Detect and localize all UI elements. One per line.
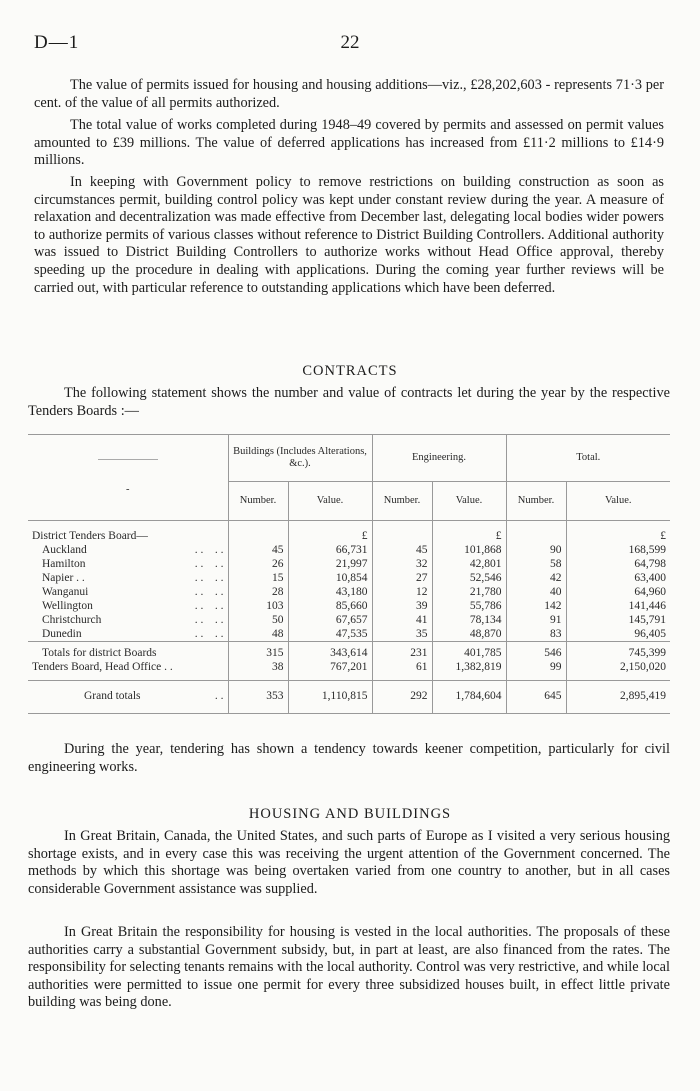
col-header-value: Value. (566, 482, 670, 521)
col-header-value: Value. (432, 482, 506, 521)
cell-engineering-number: 292 (372, 681, 432, 714)
cell-buildings-value: 343,614 (288, 642, 372, 661)
row-label: Auckland . . . . (42, 544, 224, 556)
cell-total-value: 64,960 (566, 585, 670, 599)
currency-symbol: £ (566, 521, 670, 544)
table-row (28, 521, 670, 544)
paragraph-tendering: During the year, tendering has shown a tendency towards keener competition, particularly for civil engineering works. (28, 741, 670, 775)
row-label: Grand totals . . (28, 681, 228, 714)
cell-engineering-value: 401,785 (432, 642, 506, 661)
contracts-table (28, 434, 670, 714)
page-number: 22 (340, 32, 360, 53)
row-label: Tenders Board, Head Office . . (32, 661, 173, 673)
cell-total-number: 90 (506, 543, 566, 557)
cell-buildings-value: 66,731 (288, 543, 372, 557)
cell-engineering-value: 52,546 (432, 571, 506, 585)
paragraph-contracts-intro: The following statement shows the number and value of contracts let during the year by the respective Tenders Boards :— (28, 385, 670, 419)
col-header-number: Number. (228, 482, 288, 521)
cell-buildings-number: 28 (228, 585, 288, 599)
cell-engineering-number: 39 (372, 599, 432, 613)
cell-buildings-value: 1,110,815 (288, 681, 372, 714)
contracts-heading: CONTRACTS (302, 363, 398, 379)
table-row (28, 557, 670, 571)
cell-engineering-number: 61 (372, 660, 432, 681)
cell-buildings-number: 38 (228, 660, 288, 681)
cell-buildings-value: 47,535 (288, 627, 372, 642)
cell-total-number: 645 (506, 681, 566, 714)
cell-engineering-value: 1,382,819 (432, 660, 506, 681)
cell-engineering-value: 101,868 (432, 543, 506, 557)
cell-buildings-value: 43,180 (288, 585, 372, 599)
paragraph-housing-shortage: In Great Britain, Canada, the United States, and such parts of Europe as I visited a very serious housing shortage exists, and in every case this was receiving the urgent attention of the Government concerned. The methods by which this shortage was being overtaken varied from one country to another, but in all cases considerable Government assistance was supplied. (28, 828, 670, 897)
row-label: Totals for district Boards (28, 642, 228, 661)
table-row-grand-totals (28, 681, 670, 714)
paragraph-works-completed: The total value of works completed during 1948–49 covered by permits and assessed on permit values amounted to £39 millions. The value of deferred applications has increased from £11·2 millions to £14·9 millions. (34, 117, 664, 169)
cell-total-number: 91 (506, 613, 566, 627)
stub-header: - (28, 435, 228, 521)
district-rows (28, 543, 670, 642)
cell-buildings-number: 353 (228, 681, 288, 714)
cell-engineering-number: 45 (372, 543, 432, 557)
page-header (30, 32, 670, 52)
row-label: Christchurch . . . . (42, 614, 224, 626)
cell-engineering-number: 27 (372, 571, 432, 585)
cell-buildings-number: 48 (228, 627, 288, 642)
section-label: District Tenders Board— (32, 530, 148, 542)
paragraph-great-britain: In Great Britain the responsibility for housing is vested in the local authorities. The proposals of these authorities carry a substantial Government subsidy, but, in part at least, are also financed from the rates. The responsibility for selecting tenants remains with the local authority. Control was very restrictive, and while local authorities were permitted to issue one permit for every three subsidized houses built, in effect little private building was being done. (28, 924, 670, 1011)
row-label: Wanganui . . . . (42, 586, 224, 598)
cell-buildings-number: 50 (228, 613, 288, 627)
group-header-total: Total. (506, 435, 670, 482)
cell-total-number: 40 (506, 585, 566, 599)
cell-engineering-value: 1,784,604 (432, 681, 506, 714)
cell-buildings-value: 21,997 (288, 557, 372, 571)
table-row (28, 599, 670, 613)
cell-engineering-value: 55,786 (432, 599, 506, 613)
cell-engineering-number: 41 (372, 613, 432, 627)
cell-total-number: 546 (506, 642, 566, 661)
col-header-number: Number. (506, 482, 566, 521)
cell-engineering-value: 42,801 (432, 557, 506, 571)
cell-total-value: 168,599 (566, 543, 670, 557)
cell-buildings-value: 767,201 (288, 660, 372, 681)
cell-total-value: 96,405 (566, 627, 670, 642)
cell-buildings-number: 45 (228, 543, 288, 557)
cell-buildings-value: 85,660 (288, 599, 372, 613)
cell-buildings-value: 10,854 (288, 571, 372, 585)
currency-symbol: £ (432, 521, 506, 544)
cell-buildings-number: 315 (228, 642, 288, 661)
col-header-value: Value. (288, 482, 372, 521)
group-header-buildings: Buildings (Includes Alterations, &c.). (228, 435, 372, 482)
cell-total-value: 2,895,419 (566, 681, 670, 714)
group-header-engineering: Engineering. (372, 435, 506, 482)
table-row (28, 585, 670, 599)
cell-engineering-number: 12 (372, 585, 432, 599)
table-row (28, 543, 670, 557)
cell-total-value: 64,798 (566, 557, 670, 571)
cell-total-number: 58 (506, 557, 566, 571)
row-label: Napier . . . . . . (42, 572, 224, 584)
row-label: Wellington . . . . (42, 600, 224, 612)
table-row (28, 627, 670, 642)
cell-total-number: 42 (506, 571, 566, 585)
paragraph-permits-housing: The value of permits issued for housing and housing additions—viz., £28,202,603 - represents 71·3 per cent. of the value of all permits authorized. (34, 77, 664, 111)
cell-engineering-value: 21,780 (432, 585, 506, 599)
cell-total-number: 83 (506, 627, 566, 642)
cell-total-value: 63,400 (566, 571, 670, 585)
paragraph-building-control: In keeping with Government policy to remove restrictions on building construction as soon as circumstances permit, building control policy was kept under constant review during the year. A measure of relaxation and decentralization was made effective from December last, delegating local bodies wider powers to authorize permits of various classes without reference to District Building Controllers. Additional authority was issued to District Building Controllers to authorize works without Head Office approval, thereby speeding up the procedure in dealing with applications. During the coming year further reviews will be carried out, with particular reference to outstanding applications which have been deferred. (34, 174, 664, 296)
cell-buildings-number: 26 (228, 557, 288, 571)
cell-engineering-number: 35 (372, 627, 432, 642)
table-row-head-office (28, 660, 670, 681)
cell-engineering-value: 78,134 (432, 613, 506, 627)
cell-total-value: 2,150,020 (566, 660, 670, 681)
cell-engineering-number: 32 (372, 557, 432, 571)
housing-heading: HOUSING AND BUILDINGS (248, 806, 452, 822)
col-header-number: Number. (372, 482, 432, 521)
table-row (28, 571, 670, 585)
cell-engineering-number: 231 (372, 642, 432, 661)
cell-engineering-value: 48,870 (432, 627, 506, 642)
row-label: Hamilton . . . . (42, 558, 224, 570)
currency-symbol: £ (288, 521, 372, 544)
cell-total-value: 145,791 (566, 613, 670, 627)
cell-total-number: 99 (506, 660, 566, 681)
table-row-totals-district (28, 642, 670, 661)
cell-buildings-number: 103 (228, 599, 288, 613)
cell-total-value: 745,399 (566, 642, 670, 661)
cell-total-number: 142 (506, 599, 566, 613)
document-code: D—1 (34, 32, 80, 53)
cell-buildings-value: 67,657 (288, 613, 372, 627)
cell-total-value: 141,446 (566, 599, 670, 613)
cell-buildings-number: 15 (228, 571, 288, 585)
row-label: Dunedin . . . . (42, 628, 224, 640)
table-row (28, 613, 670, 627)
